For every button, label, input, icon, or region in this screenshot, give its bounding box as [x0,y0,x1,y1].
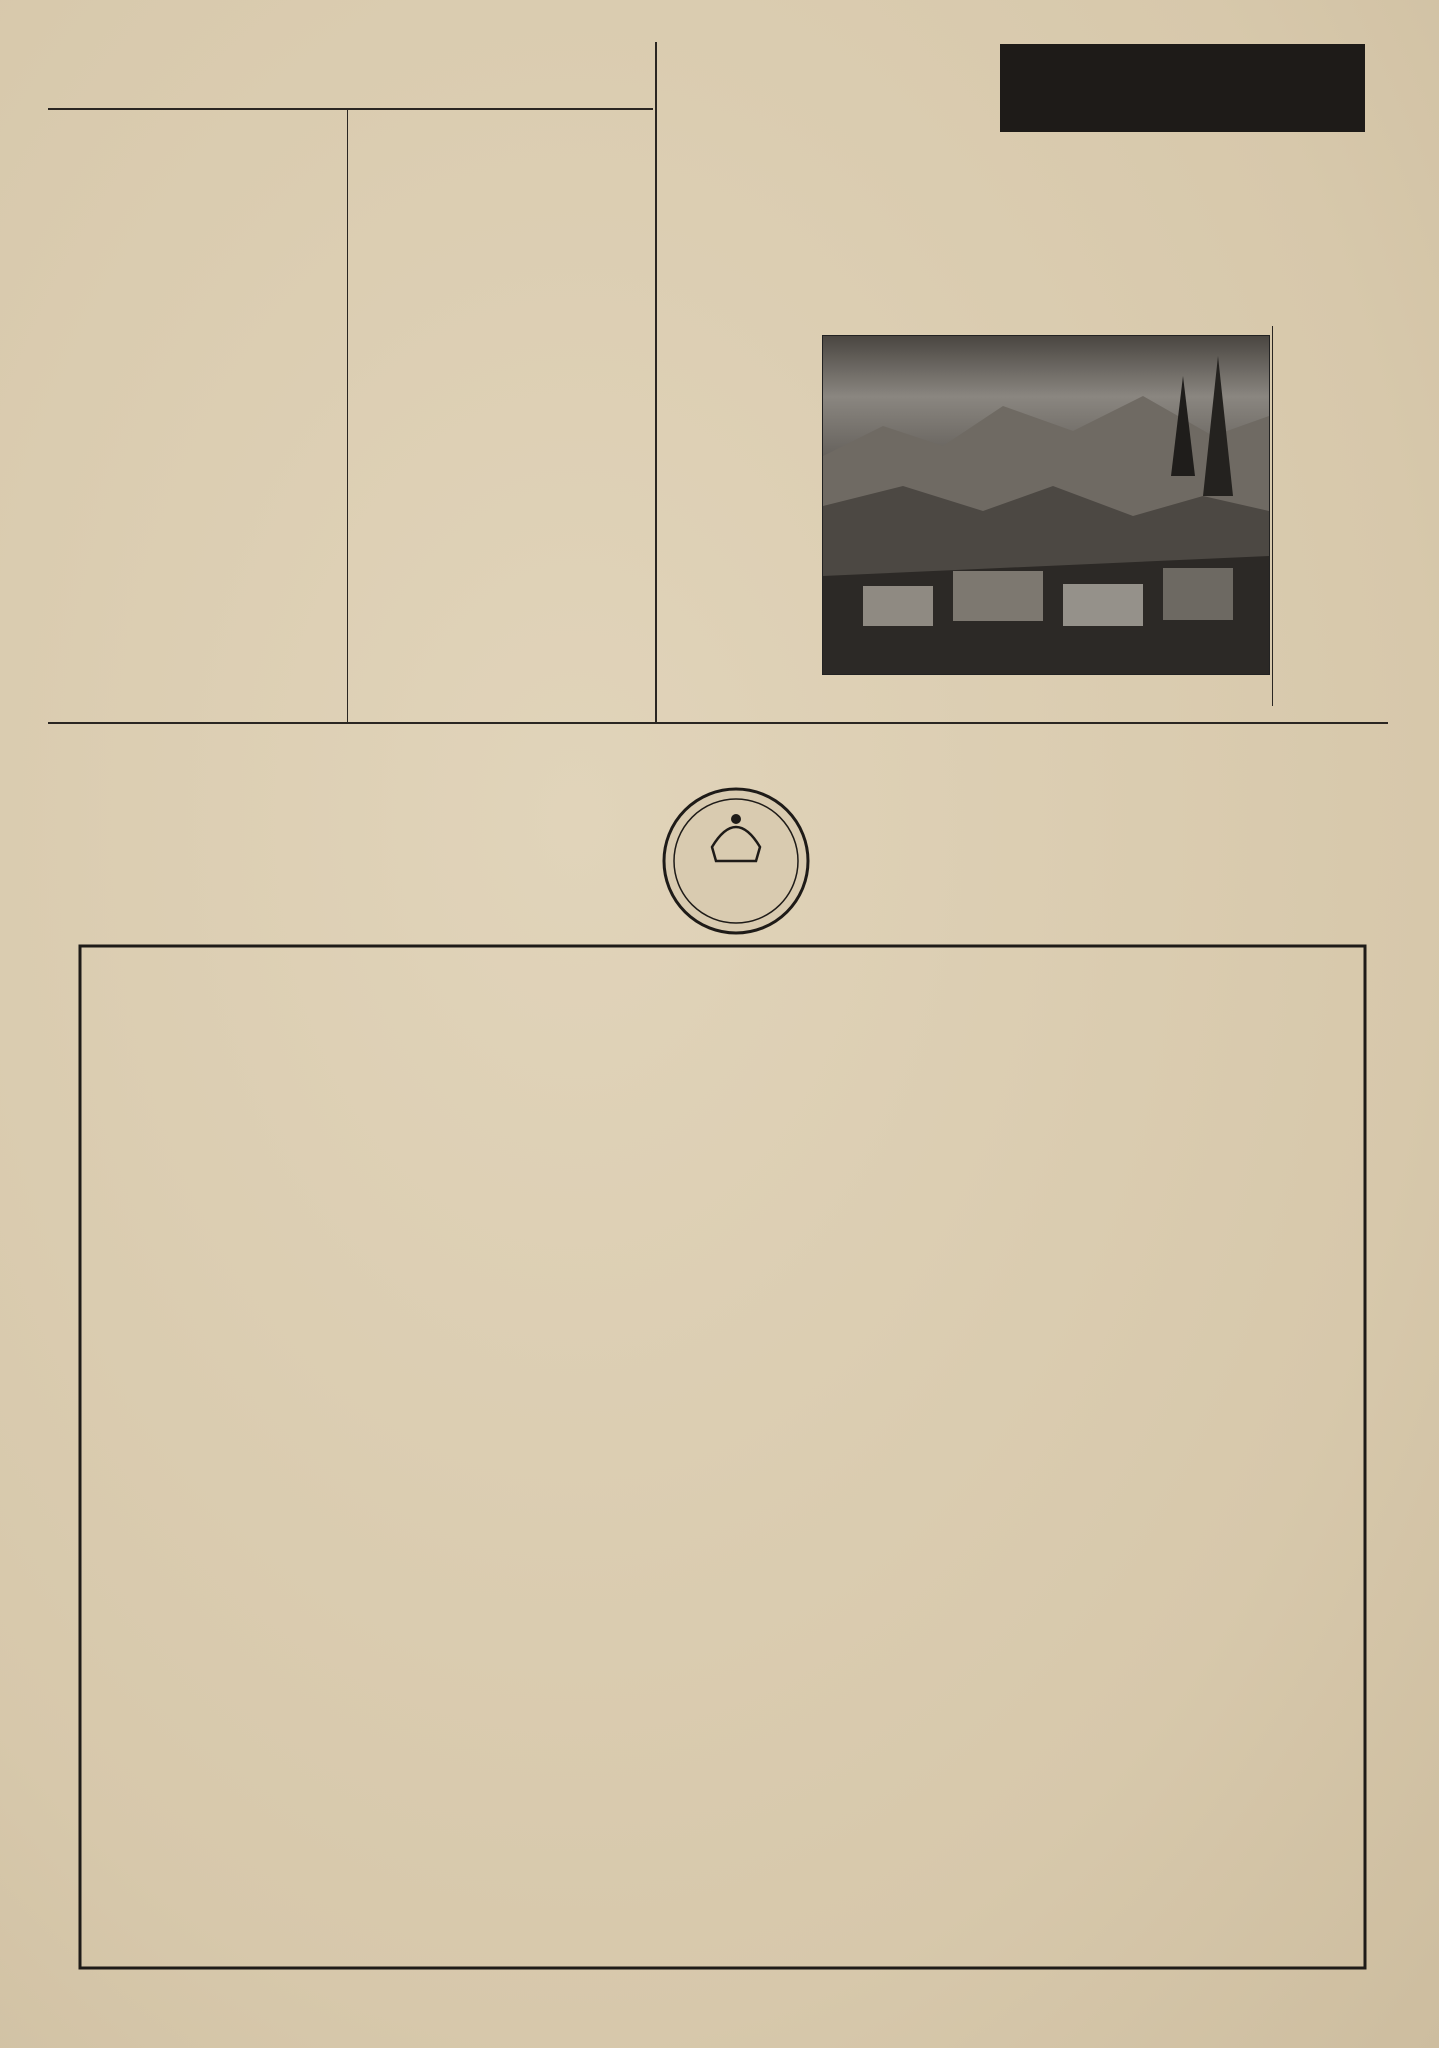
ornamental-frame [50,938,1395,1978]
column-rule [347,110,348,722]
section-divider [48,722,1388,724]
ads-column-right [352,118,650,718]
article-column-right [1276,326,1380,706]
mountain-houses-photo [822,335,1270,675]
kicker-box [1000,44,1365,132]
column-rule [1272,326,1273,706]
masthead-rule [48,108,653,110]
ads-column-left [44,118,342,718]
article-column-left [668,326,814,712]
column-rule [655,42,657,722]
photo-illustration [823,336,1269,674]
crown-emblem [612,737,860,985]
imperial-medallion [612,737,860,985]
